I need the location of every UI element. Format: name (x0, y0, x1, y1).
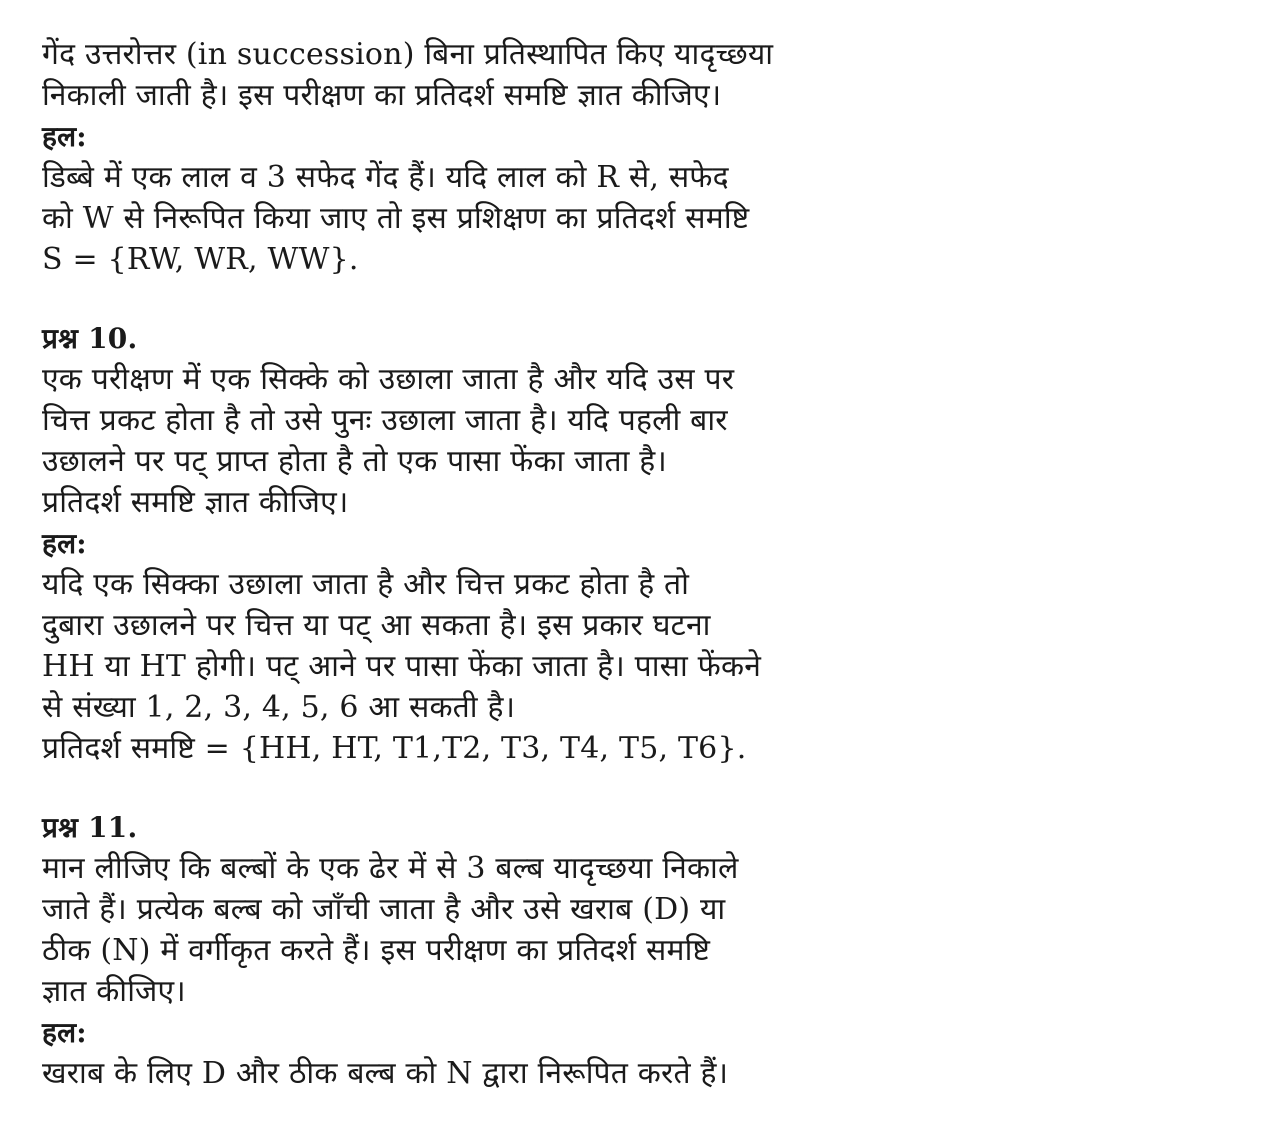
section-gap (42, 769, 1235, 807)
question-heading: प्रश्न 11. (42, 811, 138, 844)
solution-label: हल: (42, 1016, 87, 1049)
solution-text-line: डिब्बे में एक लाल व 3 सफेद गेंद हैं। यदि लाल को R से, सफेद (42, 160, 729, 195)
solution-text-line: से संख्या 1, 2, 3, 4, 5, 6 आ सकती है। (42, 690, 516, 725)
solution-text-line: HH या HT होगी। पट् आने पर पासा फेंका जाता है। पासा फेंकने (42, 649, 762, 684)
question-text-line: जाते हैं। प्रत्येक बल्ब को जाँची जाता है और उसे खराब (D) या (42, 892, 726, 927)
question-text-line: उछालने पर पट् प्राप्त होता है तो एक पासा फेंका जाता है। (42, 444, 667, 479)
solution-text-line: दुबारा उछालने पर चित्त या पट् आ सकता है। इस प्रकार घटना (42, 608, 711, 643)
question-text-line: प्रतिदर्श समष्टि ज्ञात कीजिए। (42, 485, 349, 520)
question-heading: प्रश्न 10. (42, 322, 138, 355)
question-10-block (42, 318, 1235, 769)
question-11-block (42, 807, 1235, 1094)
question-9-block (42, 34, 1235, 280)
question-text-line: गेंद उत्तरोत्तर (in succession) बिना प्रतिस्थापित किए यादृच्छया (42, 37, 774, 72)
solution-text-line: प्रतिदर्श समष्टि = {HH, HT, T1,T2, T3, T4, T5, T6}. (42, 731, 747, 766)
solution-text-line: S = {RW, WR, WW}. (42, 242, 359, 277)
question-text-line: मान लीजिए कि बल्बों के एक ढेर में से 3 बल्ब यादृच्छया निकाले (42, 851, 739, 886)
solution-label: हल: (42, 527, 87, 560)
solution-text-line: खराब के लिए D और ठीक बल्ब को N द्वारा निरूपित करते हैं। (42, 1056, 729, 1091)
solution-text-line: यदि एक सिक्का उछाला जाता है और चित्त प्रकट होता है तो (42, 567, 690, 602)
solution-text-line: को W से निरूपित किया जाए तो इस प्रशिक्षण का प्रतिदर्श समष्टि (42, 201, 750, 236)
solution-label: हल: (42, 120, 87, 153)
question-text-line: चित्त प्रकट होता है तो उसे पुनः उछाला जाता है। यदि पहली बार (42, 403, 728, 438)
question-text-line: एक परीक्षण में एक सिक्के को उछाला जाता है और यदि उस पर (42, 362, 735, 397)
question-text-line: निकाली जाती है। इस परीक्षण का प्रतिदर्श समष्टि ज्ञात कीजिए। (42, 78, 722, 113)
question-text-line: ज्ञात कीजिए। (42, 974, 186, 1009)
question-text-line: ठीक (N) में वर्गीकृत करते हैं। इस परीक्षण का प्रतिदर्श समष्टि (42, 933, 711, 968)
section-gap (42, 280, 1235, 318)
